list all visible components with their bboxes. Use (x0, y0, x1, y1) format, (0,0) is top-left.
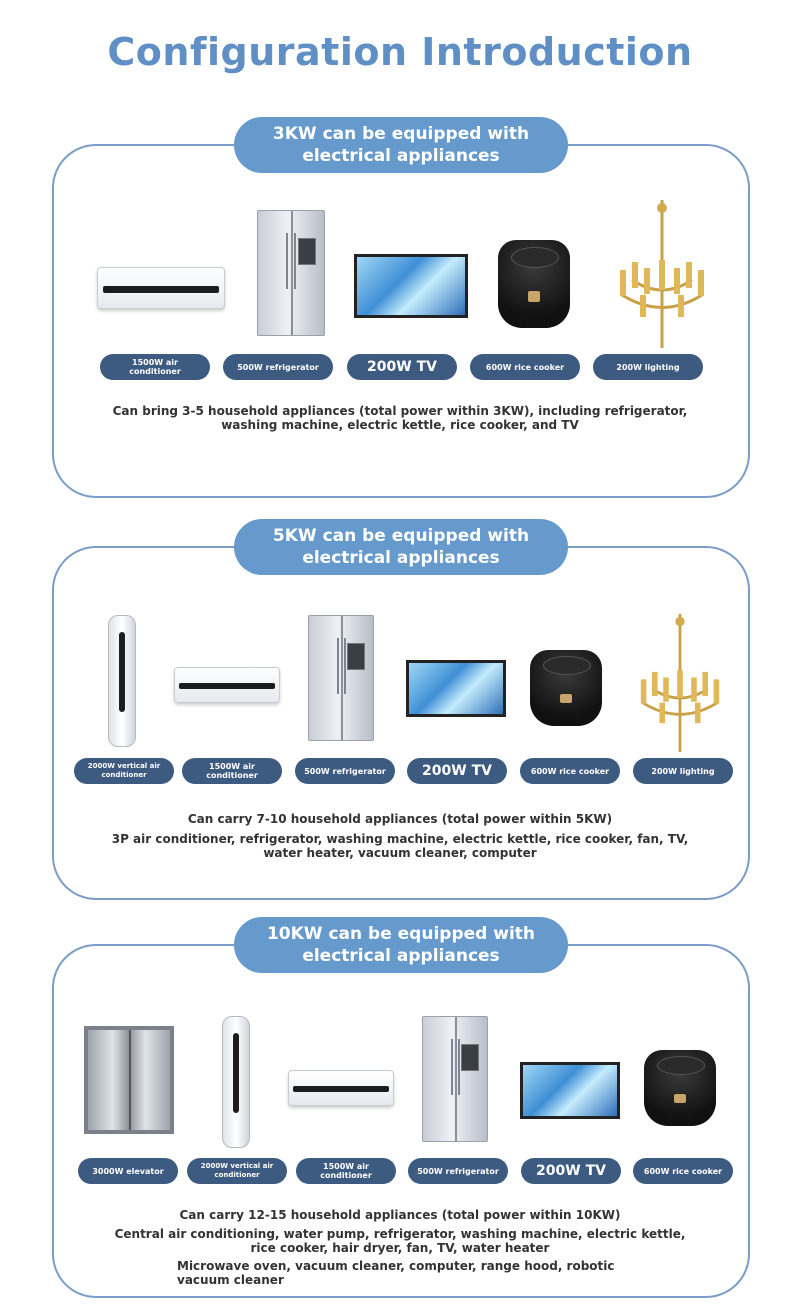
label-1500w-air-conditioner: 1500W air conditioner (296, 1158, 396, 1184)
section-10kw-description-2: Central air conditioning, water pump, refrigerator, washing machine, electric kettle, rice cooker, hair dryer, fan, TV, water heater (114, 1227, 686, 1255)
refrigerator-image (308, 615, 374, 741)
label-500w-refrigerator: 500W refrigerator (223, 354, 333, 380)
tv-image (354, 254, 468, 318)
label-200w-lighting: 200W lighting (633, 758, 733, 784)
chandelier-image (630, 614, 730, 754)
section-5kw-heading: 5KW can be equipped with electrical appliances (234, 519, 568, 575)
rice-cooker-image (644, 1050, 716, 1126)
tv-image (520, 1062, 620, 1119)
air-conditioner-image (174, 667, 280, 703)
elevator-image (84, 1026, 174, 1134)
section-10kw-heading: 10KW can be equipped with electrical appliances (234, 917, 568, 973)
vertical-air-conditioner-image (108, 615, 136, 747)
air-conditioner-image (97, 267, 225, 309)
section-3kw-heading: 3KW can be equipped with electrical appliances (234, 117, 568, 173)
label-200w-tv: 200W TV (347, 354, 457, 380)
label-1500w-air-conditioner: 1500W air conditioner (182, 758, 282, 784)
tv-image (406, 660, 506, 717)
refrigerator-image (257, 210, 325, 336)
page-title: Configuration Introduction (107, 30, 693, 74)
label-600w-rice-cooker: 600W rice cooker (633, 1158, 733, 1184)
section-10kw-description-3: Microwave oven, vacuum cleaner, computer, range hood, robotic vacuum cleaner (177, 1259, 615, 1287)
section-5kw-description-2: 3P air conditioner, refrigerator, washing machine, electric kettle, rice cooker, fan, TV, water heater, vacuum cleaner, computer (111, 832, 689, 860)
label-200w-lighting: 200W lighting (593, 354, 703, 380)
label-600w-rice-cooker: 600W rice cooker (470, 354, 580, 380)
label-1500w-air-conditioner: 1500W air conditioner (100, 354, 210, 380)
vertical-air-conditioner-image (222, 1016, 250, 1148)
label-200w-tv: 200W TV (407, 758, 507, 784)
rice-cooker-image (530, 650, 602, 726)
label-500w-refrigerator: 500W refrigerator (295, 758, 395, 784)
section-10kw-description-1: Can carry 12-15 household appliances (total power within 10KW) (179, 1208, 621, 1222)
rice-cooker-image (498, 240, 570, 328)
section-5kw-description-1: Can carry 7-10 household appliances (total power within 5KW) (187, 812, 613, 826)
chandelier-image (612, 200, 712, 350)
label-200w-tv: 200W TV (521, 1158, 621, 1184)
section-3kw-description: Can bring 3-5 household appliances (total power within 3KW), including refrigerator, washing machine, electric kettle, rice cooker, and TV (112, 404, 688, 432)
air-conditioner-image (288, 1070, 394, 1106)
label-500w-refrigerator: 500W refrigerator (408, 1158, 508, 1184)
label-600w-rice-cooker: 600W rice cooker (520, 758, 620, 784)
label-3000w-elevator: 3000W elevator (78, 1158, 178, 1184)
refrigerator-image (422, 1016, 488, 1142)
label-2000w-vertical-air-conditioner: 2000W vertical air conditioner (187, 1158, 287, 1184)
label-2000w-vertical-air-conditioner: 2000W vertical air conditioner (74, 758, 174, 784)
